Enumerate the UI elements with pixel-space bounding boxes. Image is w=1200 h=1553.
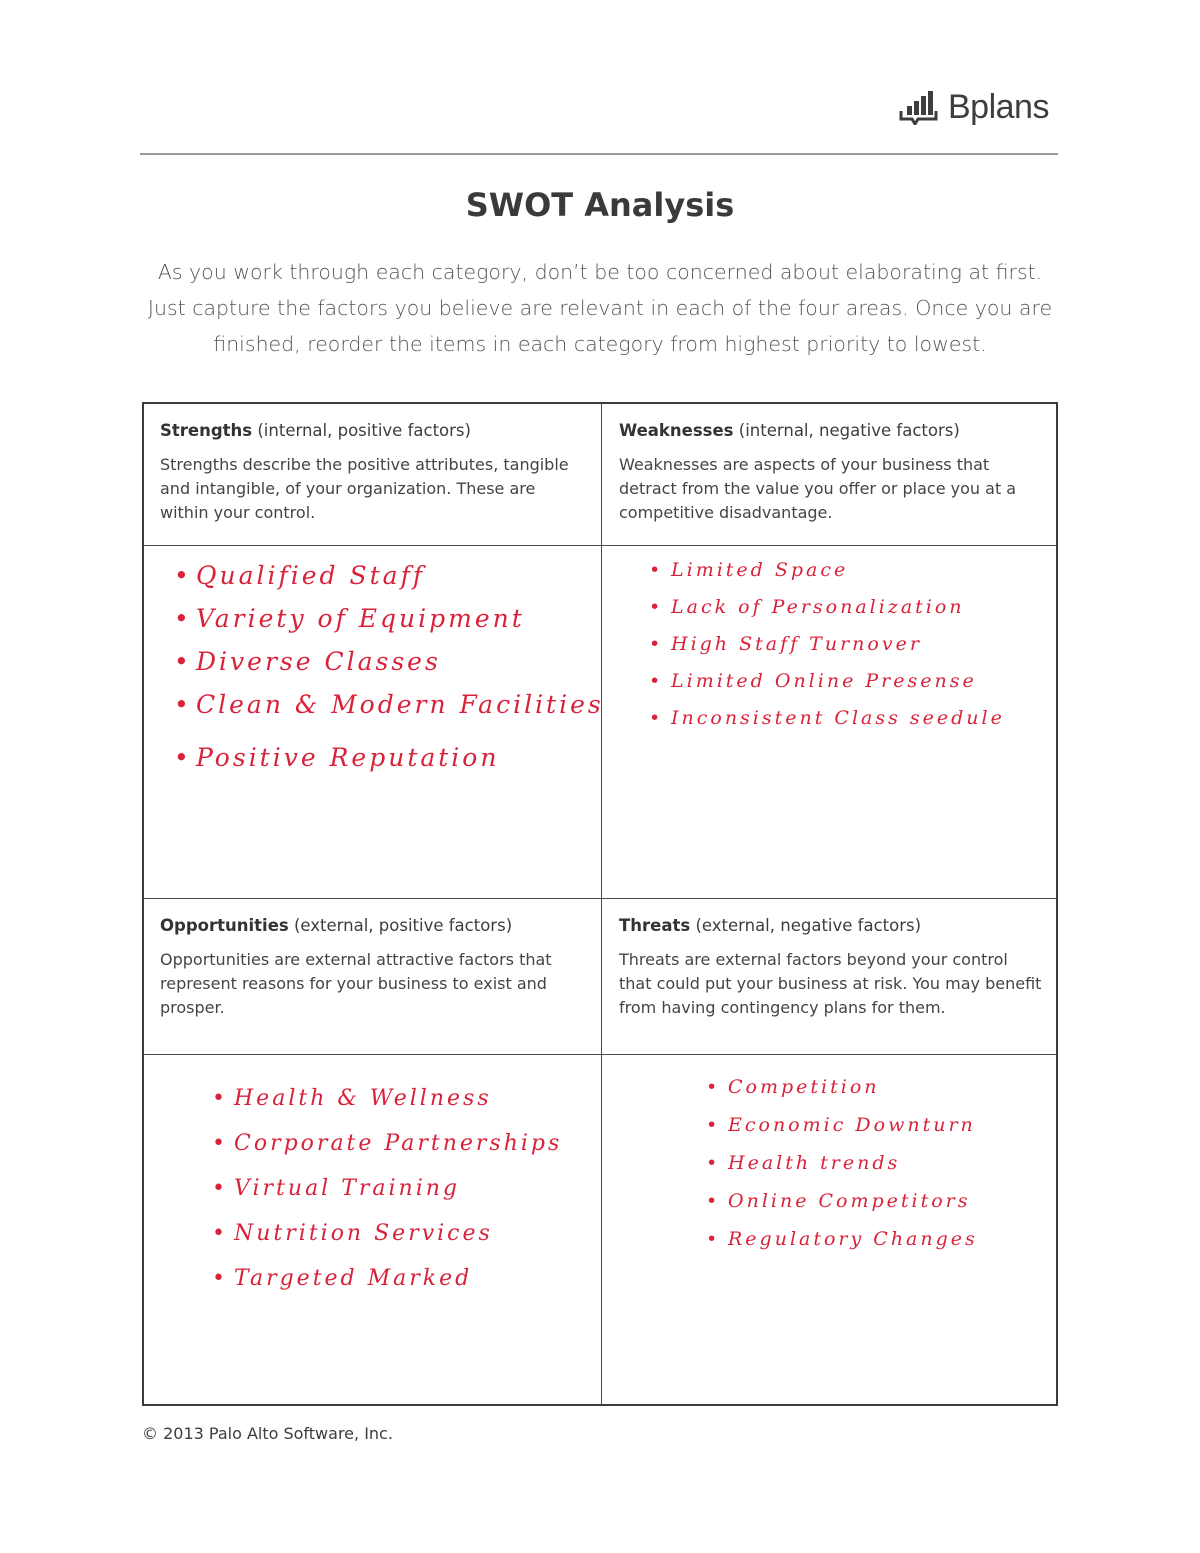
threats-description: Threats are external factors beyond your control that could put your business at risk. You may benefit from having contingency plans for them. [619, 950, 1042, 1017]
list-item: • Online Competitors [706, 1190, 971, 1212]
grid-divider-bottom-header [144, 1054, 1056, 1055]
opportunities-header [160, 914, 580, 1020]
grid-divider-top-header [144, 545, 1056, 546]
threats-qualifier: (external, negative factors) [695, 916, 922, 935]
intro-paragraph: As you work through each category, don’t be too concerned about elaborating at first. Just capture the factors you believe are relevant in each of the four areas. Once you are finished, reorder the items in each category from highest priority to lowest. [147, 260, 1053, 356]
swot-grid [142, 402, 1058, 1406]
list-item: • Diverse Classes [174, 647, 441, 676]
list-item: • Inconsistent Class seedule [649, 707, 1005, 729]
list-item: • Competition [706, 1076, 880, 1098]
grid-divider-middle [144, 898, 1056, 899]
weaknesses-list [649, 552, 1005, 737]
weaknesses-header [619, 419, 1044, 525]
list-item: • Nutrition Services [212, 1221, 493, 1246]
bplans-logo [898, 84, 1058, 130]
list-item: • Targeted Marked [212, 1266, 473, 1291]
opportunities-description: Opportunities are external attractive factors that represent reasons for your business to exist and prosper. [160, 950, 552, 1017]
list-item: • High Staff Turnover [649, 633, 922, 655]
opportunities-label: Opportunities [160, 916, 289, 935]
weaknesses-description: Weaknesses are aspects of your business that detract from the value you offer or place you at a competitive disadvantage. [619, 455, 1017, 522]
list-item: • Qualified Staff [174, 561, 426, 590]
bar-chart-speech-icon [898, 89, 940, 125]
weaknesses-qualifier: (internal, negative factors) [738, 421, 960, 440]
list-item: • Positive Reputation [174, 743, 500, 772]
list-item: • Regulatory Changes [706, 1228, 978, 1250]
threats-list [706, 1068, 978, 1258]
logo-text: Bplans [948, 88, 1049, 126]
strengths-header [160, 419, 580, 525]
list-item: • Economic Downturn [706, 1114, 976, 1136]
list-item: • Limited Online Presense [649, 670, 977, 692]
list-item: • Clean & Modern Facilities [174, 690, 604, 719]
list-item: • Health trends [706, 1152, 901, 1174]
strengths-label: Strengths [160, 421, 253, 440]
threats-header [619, 914, 1044, 1020]
page-title: SWOT Analysis [465, 186, 735, 224]
list-item: • Virtual Training [212, 1176, 461, 1201]
header-divider [140, 153, 1058, 155]
opportunities-qualifier: (external, positive factors) [293, 916, 513, 935]
list-item: • Corporate Partnerships [212, 1131, 563, 1156]
strengths-qualifier: (internal, positive factors) [257, 421, 471, 440]
opportunities-list [212, 1076, 562, 1301]
list-item: • Lack of Personalization [649, 596, 965, 618]
threats-label: Threats [619, 916, 691, 935]
copyright-footer: © 2013 Palo Alto Software, Inc. [142, 1424, 393, 1443]
weaknesses-label: Weaknesses [619, 421, 734, 440]
list-item: • Variety of Equipment [174, 604, 525, 633]
strengths-description: Strengths describe the positive attributes, tangible and intangible, of your organization. These are within your control. [160, 455, 569, 522]
list-item: • Limited Space [649, 559, 849, 581]
strengths-list [174, 554, 604, 779]
list-item: • Health & Wellness [212, 1086, 492, 1111]
